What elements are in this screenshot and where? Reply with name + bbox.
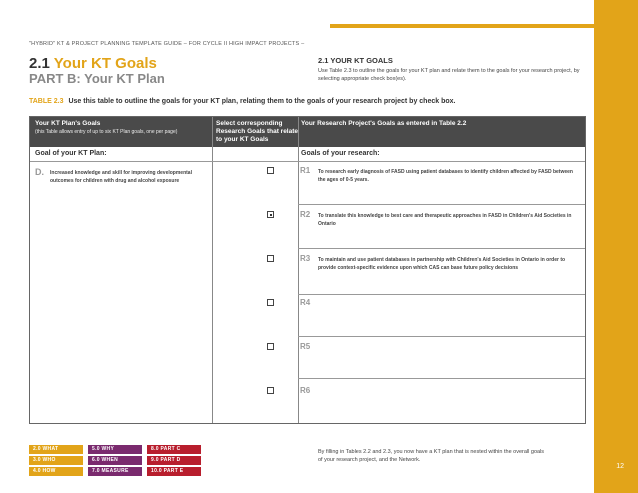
table-caption-text: Use this table to outline the goals for your KT plan, relating them to the goals of your research project by check box. <box>68 98 456 105</box>
header-research-goals-title: Your Research Project's Goals as entered in Table 2.2 <box>301 120 467 127</box>
section-title <box>29 56 157 71</box>
research-goal-text: To research early diagnosis of FASD using patient databases to identify children affected by FASD between the ages of 0-5 years. <box>318 169 573 183</box>
decorative-side-bar <box>594 0 638 493</box>
kt-goals-table <box>29 116 586 424</box>
right-heading-title: 2.1 YOUR KT GOALS <box>318 56 393 65</box>
research-goal-checkbox-r1[interactable] <box>267 167 274 174</box>
research-goal-checkbox-r6[interactable] <box>267 387 274 394</box>
research-goal-text: To maintain and use patient databases in partnership with Children's Aid Societies in Ontario in order to provide context-specific evidence upon which CAS can base future policy decisions <box>318 257 566 271</box>
subheader-kt-goal: Goal of your KT Plan: <box>35 150 107 157</box>
table-header <box>30 117 585 147</box>
table-caption-label: TABLE 2.3 <box>29 98 64 105</box>
research-goal-label: R3 <box>300 254 311 263</box>
row-divider <box>298 204 585 205</box>
legend-item-how[interactable]: 4.0 HOW <box>29 467 83 476</box>
row-divider <box>298 294 585 295</box>
header-select-goals-title: Select corresponding Research Goals that relate to your KT Goals <box>216 120 299 143</box>
header-research-goals <box>301 120 581 128</box>
legend-item-part-c[interactable]: 8.0 PART C <box>147 445 201 454</box>
page-number: 12 <box>616 463 624 470</box>
legend-item-who[interactable]: 3.0 WHO <box>29 456 83 465</box>
subheader-divider <box>30 161 585 162</box>
research-goal-label: R5 <box>300 342 311 351</box>
legend-item-why[interactable]: 5.0 WHY <box>88 445 142 454</box>
research-goal-label: R6 <box>300 386 311 395</box>
header-kt-goals-subtitle: (this Table allows entry of up to six KT Plan goals, one per page) <box>35 129 178 135</box>
research-goal-label: R2 <box>300 210 311 219</box>
research-goal-label: R1 <box>300 166 311 175</box>
row-divider <box>298 248 585 249</box>
legend-item-measure[interactable]: 7.0 MEASURE <box>88 467 142 476</box>
research-goal-text: To translate this knowledge to best care and therapeutic approaches in FASD in Children's Aid Societies in Ontario <box>318 213 572 227</box>
section-number: 2.1 <box>29 55 50 72</box>
section-title-text: Your KT Goals <box>53 55 157 72</box>
table-caption <box>29 98 455 105</box>
header-kt-goals <box>35 120 205 136</box>
header-kt-goals-title: Your KT Plan's Goals <box>35 120 101 127</box>
subheader-research-goals: Goals of your research: <box>301 150 380 157</box>
kt-goal-letter: D. <box>35 167 44 177</box>
row-divider <box>298 336 585 337</box>
legend-item-part-d[interactable]: 9.0 PART D <box>147 456 201 465</box>
right-heading <box>318 56 588 83</box>
right-heading-text: Use Table 2.3 to outline the goals for your KT plan and relate them to the goals for your research project, by selecting appropriate check box(es). <box>318 68 580 82</box>
research-goal-checkbox-r3[interactable] <box>267 255 274 262</box>
legend-item-when[interactable]: 6.0 WHEN <box>88 456 142 465</box>
research-goal-label: R4 <box>300 298 311 307</box>
kt-goal-text: Increased knowledge and skill for improving developmental outcomes for children with drug and alcohol exposure <box>50 170 192 184</box>
research-goal-checkbox-r5[interactable] <box>267 343 274 350</box>
footer-note: By filling in Tables 2.2 and 2.3, you now have a KT plan that is nested within the overall goals of your research project, and the Network. <box>318 449 545 463</box>
guide-title: "HYBRID" KT & PROJECT PLANNING TEMPLATE GUIDE – FOR CYCLE II HIGH IMPACT PROJECTS – <box>29 41 305 47</box>
column-divider <box>212 117 213 423</box>
row-divider <box>298 378 585 379</box>
legend-item-what[interactable]: 2.0 WHAT <box>29 445 83 454</box>
legend-item-part-e[interactable]: 10.0 PART E <box>147 467 201 476</box>
decorative-top-cutout <box>330 0 594 24</box>
header-select-goals <box>216 120 301 144</box>
part-title: PART B: Your KT Plan <box>29 71 165 86</box>
research-goal-checkbox-r4[interactable] <box>267 299 274 306</box>
research-goal-checkbox-r2[interactable] <box>267 211 274 218</box>
